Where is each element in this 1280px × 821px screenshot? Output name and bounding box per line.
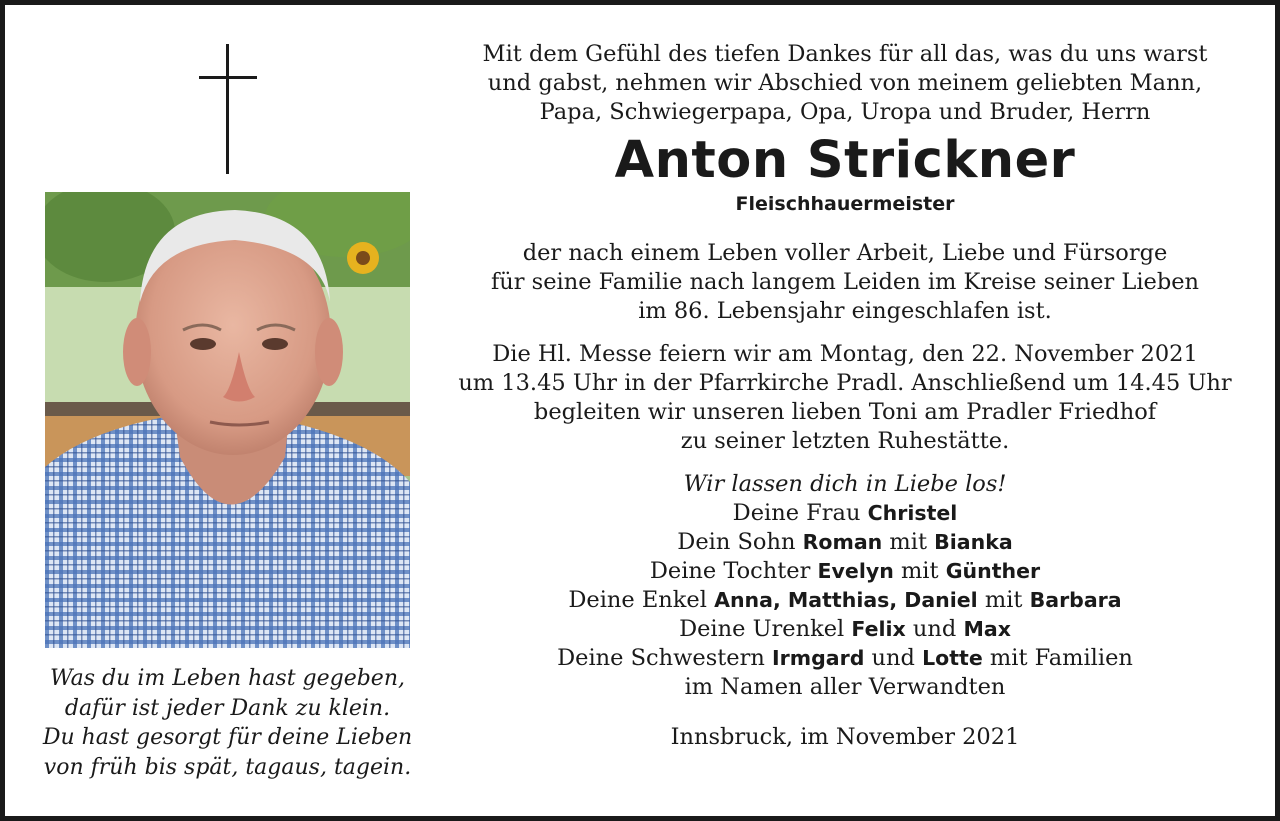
motto: Wir lassen dich in Liebe los! [683,471,1007,497]
mourner-grandchildren [445,586,1245,615]
poem-line: dafür ist jeder Dank zu klein. [64,695,391,721]
mourner-name: Bianka [934,530,1013,554]
poem-line: Was du im Leben hast gegeben, [49,666,405,691]
intro-line: Mit dem Gefühl des tiefen Dankes für all das, was du uns warst [482,41,1208,67]
mourner-text: Dein Sohn [677,529,803,555]
mourner-son [445,528,1245,557]
mourner-name: Christel [867,501,958,525]
mourner-name: Roman [802,530,883,554]
mourner-text: und [905,616,964,642]
mourner-name: Anna, Matthias, Daniel [714,588,978,612]
mourner-text: Deine Enkel [568,587,715,613]
portrait-photo [45,192,410,648]
mourner-relatives: im Namen aller Verwandten [684,674,1006,700]
mourner-text: mit [893,558,946,584]
place-date: Innsbruck, im November 2021 [670,724,1020,750]
poem-line: Du hast gesorgt für deine Lieben [42,725,413,750]
mourner-daughter [445,557,1245,586]
mourner-name: Irmgard [772,646,865,670]
mourner-text: und [864,645,923,671]
life-line: der nach einem Leben voller Arbeit, Liebe und Fürsorge [522,240,1168,266]
life-line: für seine Familie nach langem Leiden im Kreise seiner Lieben [490,269,1200,295]
intro-line: Papa, Schwiegerpapa, Opa, Uropa und Bruder, Herrn [539,99,1151,125]
deceased-name: Anton Strickner [614,131,1076,190]
memorial-poem [20,664,435,782]
cross-icon [199,44,257,176]
mourner-name: Günther [945,559,1041,583]
mourner-name: Max [963,617,1011,641]
notice-text [445,40,1245,752]
mourners-list [445,499,1245,702]
mourner-text: mit [882,529,935,555]
mourner-great-grandchildren [445,615,1245,644]
mourner-name: Felix [851,617,906,641]
mourner-name: Evelyn [817,559,894,583]
mourner-name: Barbara [1029,588,1122,612]
mourner-sisters [445,644,1245,673]
life-line: im 86. Lebensjahr eingeschlafen ist. [638,298,1052,324]
poem-line: von früh bis spät, tagaus, tagein. [43,754,412,780]
mass-line: begleiten wir unseren lieben Toni am Pradler Friedhof [533,399,1157,425]
mourner-text: Deine Schwestern [557,645,773,671]
mourner-text: Deine Urenkel [679,616,852,642]
mass-line: um 13.45 Uhr in der Pfarrkirche Pradl. Anschließend um 14.45 Uhr [458,370,1232,396]
life-paragraph [445,239,1245,326]
mourner-text: mit Familien [982,645,1133,671]
mourner-wife [445,499,1245,528]
deceased-profession: Fleischhauermeister [735,193,955,215]
mourner-text: mit [977,587,1030,613]
mass-line: Die Hl. Messe feiern wir am Montag, den 22. November 2021 [492,341,1198,367]
mourner-text: Deine Tochter [649,558,818,584]
intro-line: und gabst, nehmen wir Abschied von meinem geliebten Mann, [487,70,1203,96]
mass-line: zu seiner letzten Ruhestätte. [680,428,1010,454]
intro-paragraph [445,40,1245,127]
mourner-text: Deine Frau [732,500,868,526]
mass-paragraph [445,340,1245,456]
mourner-name: Lotte [922,646,983,670]
